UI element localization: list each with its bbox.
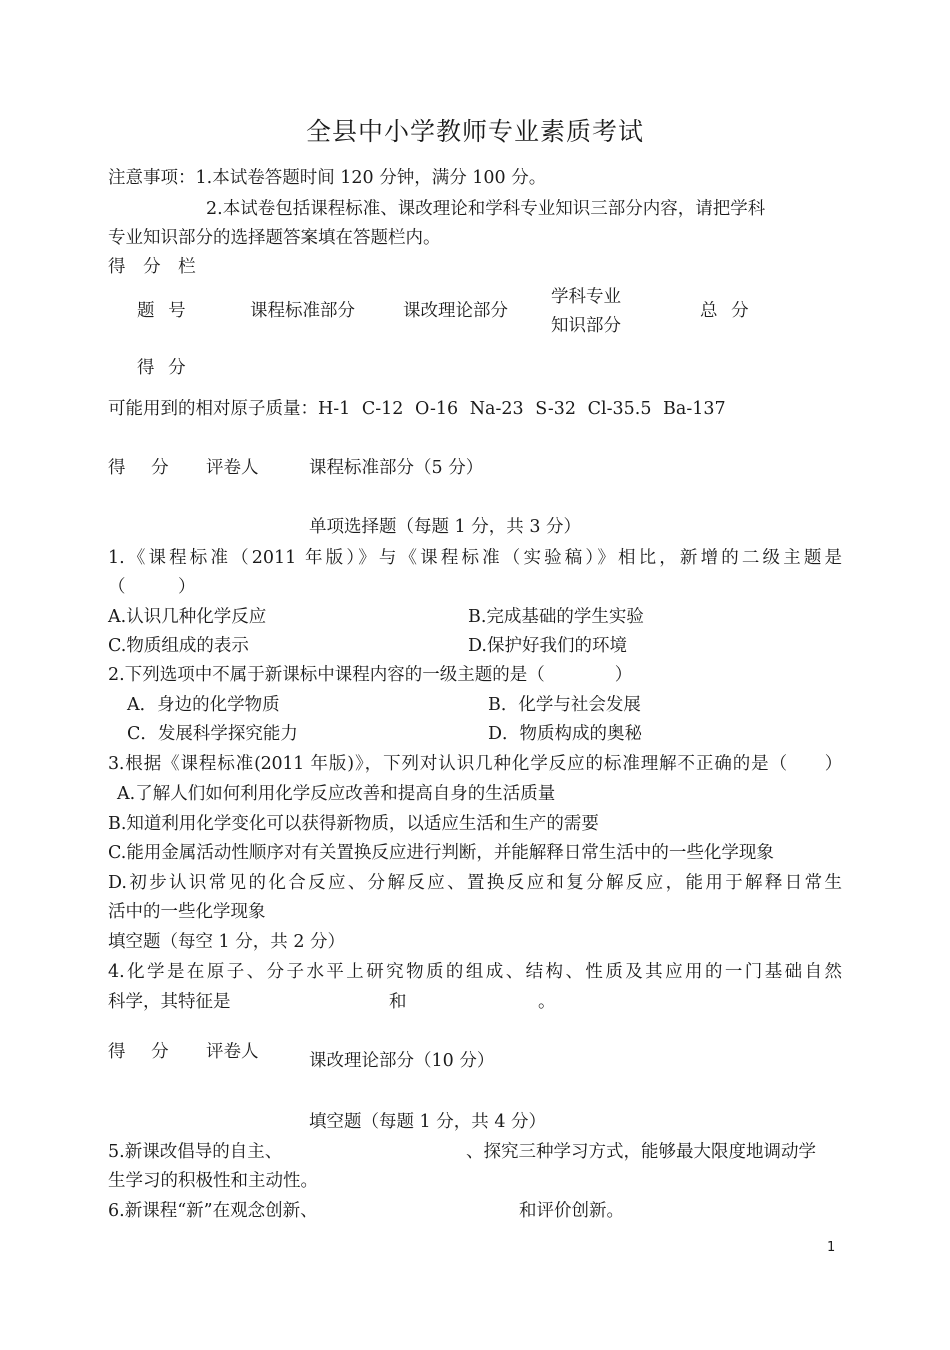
q1-option-a: A.认识几种化学反应 [108,607,267,627]
score-table-row-label: 得 分 [137,358,190,378]
q1-option-d: D.保护好我们的环境 [468,636,627,656]
score-table-col-reform: 课改理论部分 [403,301,508,321]
q3-option-b: B.知道利用化学变化可以获得新物质，以适应生活和生产的需要 [108,814,599,834]
q3-option-a: A.了解人们如何利用化学反应改善和提高自身的生活质量 [117,784,556,804]
section1-score-label: 得 分 [108,458,179,478]
q4-end: 。 [538,992,556,1012]
atomic-masses: 可能用到的相对原子质量：H-1 C-12 O-16 Na-23 S-32 Cl-35.5 Ba-137 [108,399,726,419]
q5-stem-line-2: 生学习的积极性和主动性。 [108,1171,318,1191]
section2-fill-heading: 填空题（每题 1 分，共 4 分） [309,1112,547,1132]
q5-stem-part-1: 5.新课改倡导的自主、 [108,1142,283,1162]
q3-option-d-line-1: D.初步认识常见的化合反应、分解反应、置换反应和复分解反应，能用于解释日常生 [108,873,842,893]
score-table-caption: 得 分 栏 [108,257,202,277]
q2-option-c: C．发展科学探究能力 [127,724,298,744]
section2-grader-label: 评卷人 [206,1042,259,1062]
q4-and: 和 [389,992,407,1012]
q1-option-c: C.物质组成的表示 [108,636,249,656]
section1-fill-heading: 填空题（每空 1 分，共 2 分） [108,932,346,952]
score-table-col-total: 总 分 [700,301,753,321]
q5-stem-part-2: 、探究三种学习方式，能够最大限度地调动学 [466,1142,816,1162]
q3-option-c: C.能用金属活动性顺序对有关置换反应进行判断，并能解释日常生活中的一些化学现象 [108,843,774,863]
section1-mc-heading: 单项选择题（每题 1 分，共 3 分） [309,517,582,537]
page-number: 1 [827,1240,836,1255]
section1-heading: 课程标准部分（5 分） [309,458,484,478]
section1-grader-label: 评卷人 [206,458,259,478]
q6-stem-part-1: 6.新课程“新”在观念创新、 [108,1201,318,1221]
q2-option-a: A．身边的化学物质 [127,695,280,715]
notice-line-1: 注意事项：1.本试卷答题时间 120 分钟，满分 100 分。 [108,168,547,188]
score-table-col-subject-2: 知识部分 [551,316,621,336]
q1-blank: （ ） [108,577,196,597]
score-table-col-header: 题 号 [137,301,190,321]
q6-stem-part-2: 和评价创新。 [519,1201,624,1221]
q2-option-d: D．物质构成的奥秘 [488,724,643,744]
q4-stem-line-1: 4.化学是在原子、分子水平上研究物质的组成、结构、性质及其应用的一门基础自然 [108,962,842,982]
q3-option-d-line-2: 活中的一些化学现象 [108,902,266,922]
score-table-col-subject-1: 学科专业 [551,287,621,307]
q2-option-b: B．化学与社会发展 [488,695,641,715]
notice-line-3: 专业知识部分的选择题答案填在答题栏内。 [108,228,441,248]
notice-line-2: 2.本试卷包括课程标准、课改理论和学科专业知识三部分内容，请把学科 [206,199,766,219]
exam-title: 全县中小学教师专业素质考试 [305,117,644,146]
section2-score-label: 得 分 [108,1042,179,1062]
q4-stem-line-2: 科学，其特征是 [108,992,231,1012]
q3-stem: 3.根据《课程标准(2011 年版)》，下列对认识几种化学反应的标准理解不正确的是（ ） [108,754,842,774]
q2-stem: 2.下列选项中不属于新课标中课程内容的一级主题的是（ ） [108,665,633,685]
q1-stem: 1.《课程标准（2011 年版）》与《课程标准（实验稿）》相比，新增的二级主题是 [108,548,842,568]
q1-option-b: B.完成基础的学生实验 [468,607,644,627]
score-table-col-standard: 课程标准部分 [250,301,355,321]
section2-heading: 课改理论部分（10 分） [309,1051,495,1071]
